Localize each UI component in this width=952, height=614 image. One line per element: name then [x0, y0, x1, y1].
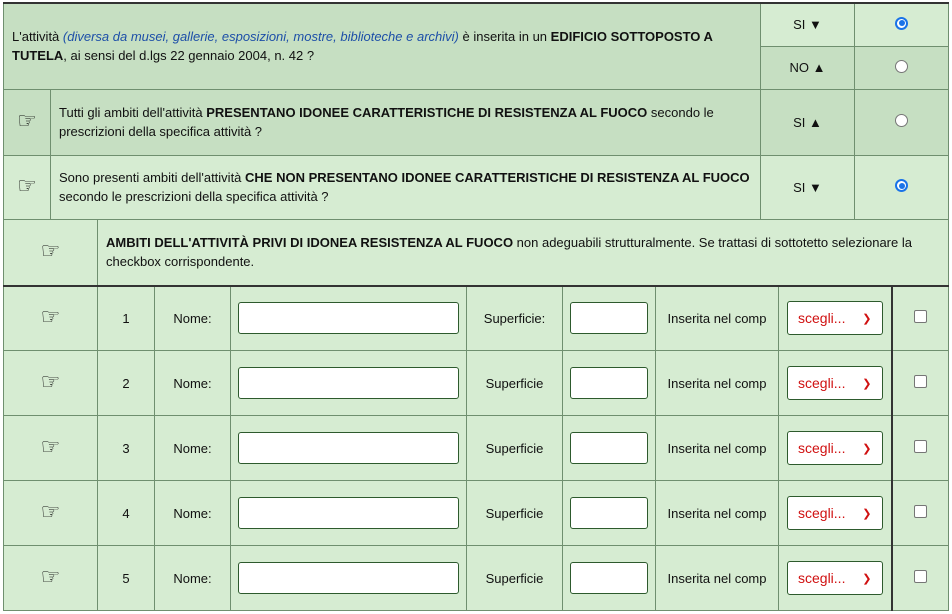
q3-radio[interactable] [895, 179, 908, 192]
table-row [4, 286, 949, 351]
compartimento-label: Inserita nel comp [656, 546, 779, 611]
compartimento-select[interactable]: scegli... ❯ [787, 301, 883, 335]
superficie-input[interactable] [570, 302, 648, 334]
table-row [4, 351, 949, 416]
row-number: 2 [98, 351, 155, 416]
question-non-idonei: Sono presenti ambiti dell'attività CHE NON PRESENTANO IDONEE CARATTERISTICHE DI RESISTENZA AL FUOCO secondo le prescrizioni della specifica attività ? [51, 155, 761, 219]
superficie-label: Superficie [467, 546, 563, 611]
chevron-down-icon: ❯ [862, 442, 872, 455]
ambiti-table [3, 219, 949, 611]
nome-input[interactable] [238, 367, 459, 399]
superficie-label: Superficie [467, 416, 563, 481]
pointing-hand-icon: ☞ [40, 239, 61, 265]
pointing-hand-icon: ☞ [40, 370, 61, 395]
sottotetto-checkbox[interactable] [914, 310, 927, 323]
superficie-label: Superficie [467, 481, 563, 546]
nome-label: Nome: [155, 286, 231, 351]
row-number: 1 [98, 286, 155, 351]
table-row [4, 416, 949, 481]
compartimento-label: Inserita nel comp [656, 351, 779, 416]
q1-option-si-label: SI ▼ [761, 3, 855, 46]
q3-pointer [4, 155, 51, 219]
questions-table [3, 2, 949, 220]
chevron-down-icon: ❯ [862, 507, 872, 520]
ambiti-pointer [4, 220, 98, 286]
nome-input[interactable] [238, 432, 459, 464]
nome-label: Nome: [155, 546, 231, 611]
nome-label: Nome: [155, 351, 231, 416]
q1-text-3: , ai sensi del d.lgs 22 gennaio 2004, n. 42 ? [63, 48, 315, 64]
sottotetto-checkbox[interactable] [914, 375, 927, 388]
ambiti-header-bold: AMBITI DELL'ATTIVITÀ PRIVI DI IDONEA RESISTENZA AL FUOCO [106, 235, 514, 251]
pointing-hand-icon: ☞ [40, 565, 61, 590]
compartimento-select[interactable]: scegli... ❯ [787, 431, 883, 465]
pointing-hand-icon: ☞ [17, 109, 37, 134]
row-number: 3 [98, 416, 155, 481]
question-tutela [4, 3, 761, 89]
q2-option[interactable] [855, 89, 949, 155]
superficie-input[interactable] [570, 367, 648, 399]
nome-label: Nome: [155, 481, 231, 546]
q1-radio-si[interactable] [895, 17, 908, 30]
q2-pointer [4, 89, 51, 155]
q1-text-2: è inserita in un [458, 29, 551, 45]
q1-radio-no[interactable] [895, 60, 908, 73]
q1-bold: EDIFICIO SOTTOPOSTO A TUTELA [12, 29, 713, 64]
superficie-label: Superficie: [467, 286, 563, 351]
row-number: 4 [98, 481, 155, 546]
q3-bold: CHE NON PRESENTANO IDONEE CARATTERISTICHE DI RESISTENZA AL FUOCO [245, 170, 750, 185]
pointing-hand-icon: ☞ [40, 435, 61, 460]
nome-input[interactable] [238, 562, 459, 594]
q1-option-no-label: NO ▲ [761, 46, 855, 89]
chevron-down-icon: ❯ [862, 572, 872, 585]
q1-text-1: L'attività [12, 29, 63, 45]
compartimento-label: Inserita nel comp [656, 416, 779, 481]
q2-bold: PRESENTANO IDONEE CARATTERISTICHE DI RESISTENZA AL FUOCO [206, 105, 648, 120]
q2-radio[interactable] [895, 114, 908, 127]
superficie-input[interactable] [570, 497, 648, 529]
q2-option-label: SI ▲ [761, 89, 855, 155]
row-number: 5 [98, 546, 155, 611]
sottotetto-checkbox[interactable] [914, 570, 927, 583]
q1-option-no[interactable] [855, 46, 949, 89]
sottotetto-checkbox[interactable] [914, 505, 927, 518]
pointing-hand-icon: ☞ [40, 305, 61, 331]
superficie-label: Superficie [467, 351, 563, 416]
ambiti-header-rest: non adeguabili strutturalmente. Se trattasi di sottotetto selezionare la checkbox corrispondente. [106, 235, 912, 270]
table-row [4, 546, 949, 611]
compartimento-label: Inserita nel comp [656, 481, 779, 546]
sottotetto-checkbox[interactable] [914, 440, 927, 453]
superficie-input[interactable] [570, 432, 648, 464]
pointing-hand-icon: ☞ [40, 500, 61, 525]
q1-italic: (diversa da musei, gallerie, esposizioni, mostre, biblioteche e archivi) [62, 29, 459, 45]
nome-input[interactable] [238, 302, 459, 334]
compartimento-select[interactable]: scegli... ❯ [787, 366, 883, 400]
nome-label: Nome: [155, 416, 231, 481]
q3-option[interactable] [855, 155, 949, 219]
ambiti-header [98, 220, 949, 286]
nome-input[interactable] [238, 497, 459, 529]
compartimento-select[interactable]: scegli... ❯ [787, 496, 883, 530]
q3-option-label: SI ▼ [761, 155, 855, 219]
superficie-input[interactable] [570, 562, 648, 594]
chevron-down-icon: ❯ [862, 377, 872, 390]
q1-option-si[interactable] [855, 3, 949, 46]
table-row [4, 481, 949, 546]
question-tutti-ambiti: Tutti gli ambiti dell'attività PRESENTANO IDONEE CARATTERISTICHE DI RESISTENZA AL FUOCO secondo le prescrizioni della specifica attività ? [51, 89, 761, 155]
compartimento-label: Inserita nel comp [656, 286, 779, 351]
chevron-down-icon: ❯ [862, 312, 872, 325]
compartimento-select[interactable]: scegli... ❯ [787, 561, 883, 595]
pointing-hand-icon: ☞ [17, 174, 37, 199]
